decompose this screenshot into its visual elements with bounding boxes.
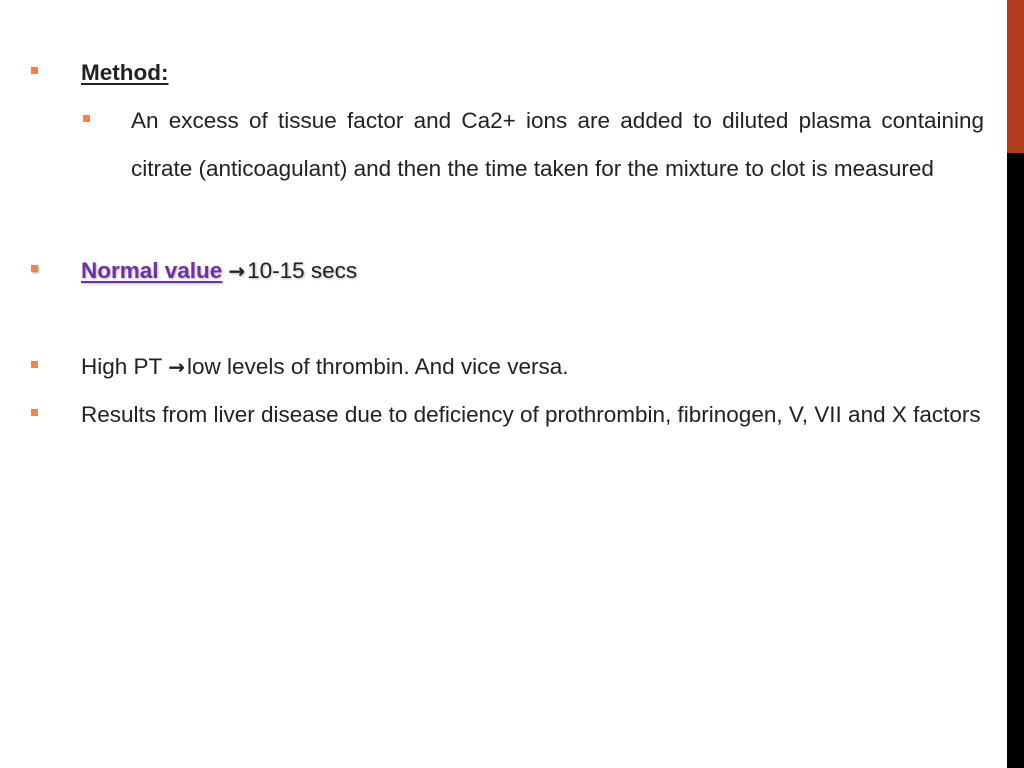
square-bullet-icon bbox=[31, 265, 38, 272]
square-bullet-icon bbox=[31, 409, 38, 416]
right-arrow-icon: → bbox=[228, 259, 246, 283]
results-text: Results from liver disease due to deficiency of prothrombin, fibrinogen, V, VII and X factors bbox=[81, 402, 981, 427]
method-detail: An excess of tissue factor and Ca2+ ions are added to diluted plasma containing citrate (anticoagulant) and then the time taken for the mixture to clot is measured bbox=[131, 108, 984, 181]
method-heading: Method: bbox=[81, 60, 169, 85]
high-pt-result: low levels of thrombin. And vice versa. bbox=[187, 354, 569, 379]
square-bullet-icon bbox=[83, 115, 90, 122]
normal-value-label[interactable]: Normal value bbox=[81, 258, 223, 283]
accent-bar-top bbox=[1007, 0, 1024, 153]
high-pt-label: High PT bbox=[81, 354, 163, 379]
accent-bar-bottom bbox=[1007, 153, 1024, 768]
high-pt-line bbox=[81, 343, 568, 391]
square-bullet-icon bbox=[31, 361, 38, 368]
square-bullet-icon bbox=[31, 67, 38, 74]
right-arrow-icon: → bbox=[168, 355, 186, 379]
normal-value-line bbox=[81, 247, 357, 295]
normal-value-amount: 10-15 secs bbox=[247, 258, 358, 283]
